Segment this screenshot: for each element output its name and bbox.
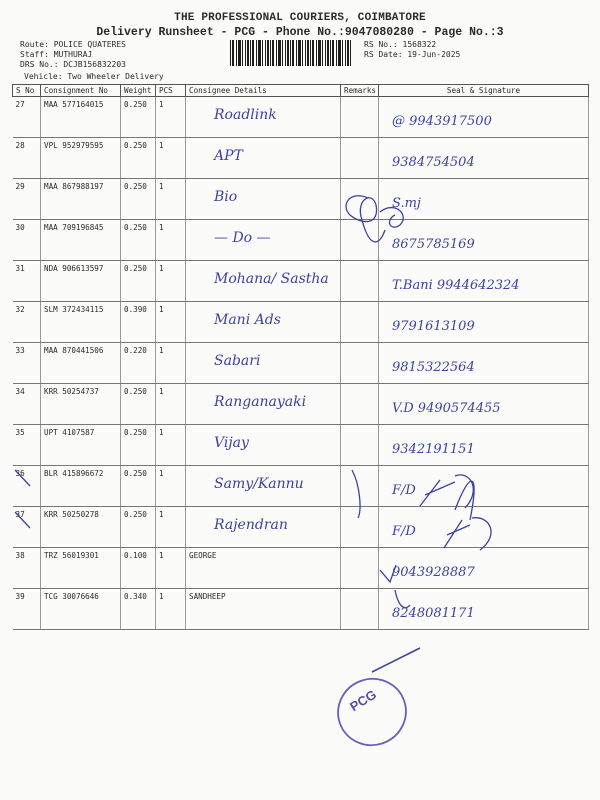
cell-consignee: SANDHEEP [186,589,341,630]
handwritten-consignee: Vijay [214,435,249,451]
table-row [13,384,589,425]
table-row [13,138,589,179]
cell-pcs: 1 [156,384,186,425]
cell-sno: 39 [13,589,41,630]
cell-weight: 0.250 [121,384,156,425]
barcode-bar [252,40,254,66]
pcg-stamp-text: PCG [347,686,380,715]
cell-consignment-no: TCG 30076646 [41,589,121,630]
cell-remarks [341,261,379,302]
cell-remarks [341,507,379,548]
table-row [13,425,589,466]
handwritten-signature: V.D 9490574455 [392,401,501,416]
cell-remarks [341,384,379,425]
cell-consignment-no: MAA 709196845 [41,220,121,261]
cell-signature [379,138,589,179]
barcode-bar [262,40,263,66]
col-header-weight: Weight [121,85,156,97]
cell-weight: 0.250 [121,220,156,261]
cell-consignment-no: UPT 4107587 [41,425,121,466]
handwritten-signature: 9791613109 [392,319,475,334]
cell-consignment-no: MAA 870441506 [41,343,121,384]
table-row [13,589,589,630]
cell-consignment-no: MAA 867988197 [41,179,121,220]
barcode-bar [238,40,241,66]
cell-remarks [341,138,379,179]
cell-consignment-no: KRR 50250278 [41,507,121,548]
cell-signature [379,548,589,589]
rs-no-text: RS No.: 1568322 [364,40,437,49]
barcode-bar [267,40,269,66]
cell-pcs: 1 [156,466,186,507]
handwritten-signature: 8248081171 [392,606,475,621]
drs-text: DRS No.: DCJB156832203 [20,60,126,69]
handwritten-consignee: Ranganayaki [214,394,307,410]
cell-weight: 0.220 [121,343,156,384]
vehicle-text: Vehicle: Two Wheeler Delivery [24,72,164,81]
table-row [13,179,589,220]
barcode-bar [312,40,314,66]
handwritten-consignee: Samy/Kannu [214,476,304,492]
barcode-bar [278,40,281,66]
handwritten-signature: S.mj [392,196,421,211]
barcode-bar [285,40,286,66]
barcode-bar [292,40,294,66]
handwritten-signature: T.Bani 9944642324 [392,278,520,293]
barcode-bar [302,40,303,66]
handwritten-consignee: Bio [214,189,238,205]
table-row [13,343,589,384]
cell-consignment-no: TRZ 56019301 [41,548,121,589]
barcode-bar [332,40,334,66]
col-header-consignee: Consignee Details [186,85,341,97]
table-row [13,466,589,507]
table-row [13,261,589,302]
barcode-bar [256,40,257,66]
cell-consignee: GEORGE [186,548,341,589]
cell-consignee [186,97,341,138]
cell-consignee [186,179,341,220]
barcode-bar [296,40,297,66]
cell-weight: 0.340 [121,589,156,630]
cell-weight: 0.250 [121,261,156,302]
cell-consignment-no: MAA 577164015 [41,97,121,138]
cell-pcs: 1 [156,179,186,220]
cell-sno: 34 [13,384,41,425]
cell-weight: 0.250 [121,425,156,466]
barcode-bar [230,40,231,66]
table-row [13,302,589,343]
handwritten-consignee: Rajendran [214,517,288,533]
barcode-bar [342,40,343,66]
company-title: THE PROFESSIONAL COURIERS, COIMBATORE [174,12,426,24]
meta-right [364,40,460,60]
cell-remarks [341,343,379,384]
handwritten-consignee: — Do — [214,230,271,246]
barcode-bar [327,40,329,66]
cell-consignment-no: VPL 952979595 [41,138,121,179]
barcode-bar [316,40,317,66]
cell-signature [379,384,589,425]
barcode-bar [282,40,283,66]
cell-pcs: 1 [156,507,186,548]
col-header-signature: Seal & Signature [379,85,589,97]
cell-pcs: 1 [156,97,186,138]
cell-sno: 33 [13,343,41,384]
barcode-bar [290,40,291,66]
barcode-bar [350,40,351,66]
cell-weight: 0.250 [121,97,156,138]
table-row [13,507,589,548]
barcode-bar [318,40,321,66]
cell-consignee [186,425,341,466]
cell-sno: 36 [13,466,41,507]
barcode-bar [307,40,309,66]
cell-sno: 31 [13,261,41,302]
cell-weight: 0.250 [121,138,156,179]
col-header-pcs: PCS [156,85,186,97]
route-text: Route: POLICE QUATERES [20,40,126,49]
cell-consignment-no: KRR 50254737 [41,384,121,425]
handwritten-signature: 9043928887 [392,565,475,580]
cell-pcs: 1 [156,138,186,179]
barcode-bar [345,40,346,66]
barcode-bar [265,40,266,66]
col-header-remarks: Remarks [341,85,379,97]
cell-signature [379,97,589,138]
barcode-bar [236,40,237,66]
cell-consignee [186,220,341,261]
handwritten-signature: @ 9943917500 [392,114,492,129]
cell-sno: 37 [13,507,41,548]
cell-consignee [186,466,341,507]
handwritten-signature: 9342191151 [392,442,475,457]
cell-remarks [341,425,379,466]
handwritten-signature: 9384754504 [392,155,475,170]
cell-pcs: 1 [156,302,186,343]
cell-remarks [341,97,379,138]
cell-sno: 29 [13,179,41,220]
cell-pcs: 1 [156,343,186,384]
handwritten-consignee: Mani Ads [214,312,281,328]
cell-remarks [341,179,379,220]
barcode-bar [336,40,337,66]
barcode-image [230,40,354,66]
cell-remarks [341,589,379,630]
cell-consignment-no: BLR 415896672 [41,466,121,507]
handwritten-signature: 9815322564 [392,360,475,375]
cell-consignee [186,507,341,548]
cell-pcs: 1 [156,220,186,261]
cell-signature [379,302,589,343]
runsheet-subtitle: Delivery Runsheet - PCG - Phone No.:9047080280 - Page No.:3 [96,26,504,39]
cell-signature [379,589,589,630]
barcode-bar [347,40,349,66]
rs-date-text: RS Date: 19-Jun-2025 [364,50,461,59]
handwritten-consignee: Mohana/ Sastha [214,271,329,287]
cell-consignee [186,302,341,343]
barcode-bar [330,40,331,66]
barcode-bar [272,40,274,66]
cell-remarks [341,548,379,589]
barcode-bar [298,40,301,66]
cell-sno: 30 [13,220,41,261]
barcode-bar [247,40,249,66]
cell-sno: 27 [13,97,41,138]
cell-weight: 0.250 [121,507,156,548]
handwritten-signature: 8675785169 [392,237,475,252]
barcode-bar [287,40,289,66]
cell-signature [379,425,589,466]
col-header-consignment: Consignment No [41,85,121,97]
barcode-bar [322,40,323,66]
handwritten-consignee: Roadlink [214,107,277,123]
barcode-bar [276,40,277,66]
barcode-bar [270,40,271,66]
table-row [13,548,589,589]
cell-remarks [341,302,379,343]
barcode-bar [232,40,234,66]
table-row [13,220,589,261]
cell-remarks [341,220,379,261]
cell-sno: 32 [13,302,41,343]
barcode-bar [258,40,261,66]
barcode-bar [242,40,243,66]
stamp-stroke [372,648,420,672]
meta-left [20,40,126,70]
cell-consignment-no: SLM 372434115 [41,302,121,343]
cell-consignee [186,384,341,425]
cell-signature [379,220,589,261]
barcode-bar [305,40,306,66]
cell-signature [379,343,589,384]
cell-pcs: 1 [156,589,186,630]
handwritten-signature: F/D [392,483,416,498]
cell-consignee [186,261,341,302]
cell-consignee [186,138,341,179]
barcode-bar [250,40,251,66]
handwritten-signature: F/D [392,524,416,539]
table-row [13,97,589,138]
cell-signature [379,261,589,302]
cell-weight: 0.100 [121,548,156,589]
cell-sno: 28 [13,138,41,179]
table-header-row [13,85,589,97]
cell-signature [379,507,589,548]
pcg-stamp [329,669,415,754]
cell-consignee [186,343,341,384]
cell-weight: 0.390 [121,302,156,343]
barcode-bar [310,40,311,66]
cell-signature [379,466,589,507]
staff-text: Staff: MUTHURAJ [20,50,93,59]
handwritten-consignee: APT [214,148,243,164]
runsheet-table [12,84,589,630]
cell-weight: 0.250 [121,179,156,220]
cell-remarks [341,466,379,507]
barcode-bar [325,40,326,66]
cell-consignment-no: NDA 906613597 [41,261,121,302]
cell-pcs: 1 [156,425,186,466]
col-header-sno: S No [13,85,41,97]
cell-pcs: 1 [156,261,186,302]
cell-sno: 35 [13,425,41,466]
cell-sno: 38 [13,548,41,589]
cell-weight: 0.250 [121,466,156,507]
cell-pcs: 1 [156,548,186,589]
barcode-bar [245,40,246,66]
cell-signature [379,179,589,220]
barcode-bar [338,40,341,66]
handwritten-consignee: Sabari [214,353,261,369]
